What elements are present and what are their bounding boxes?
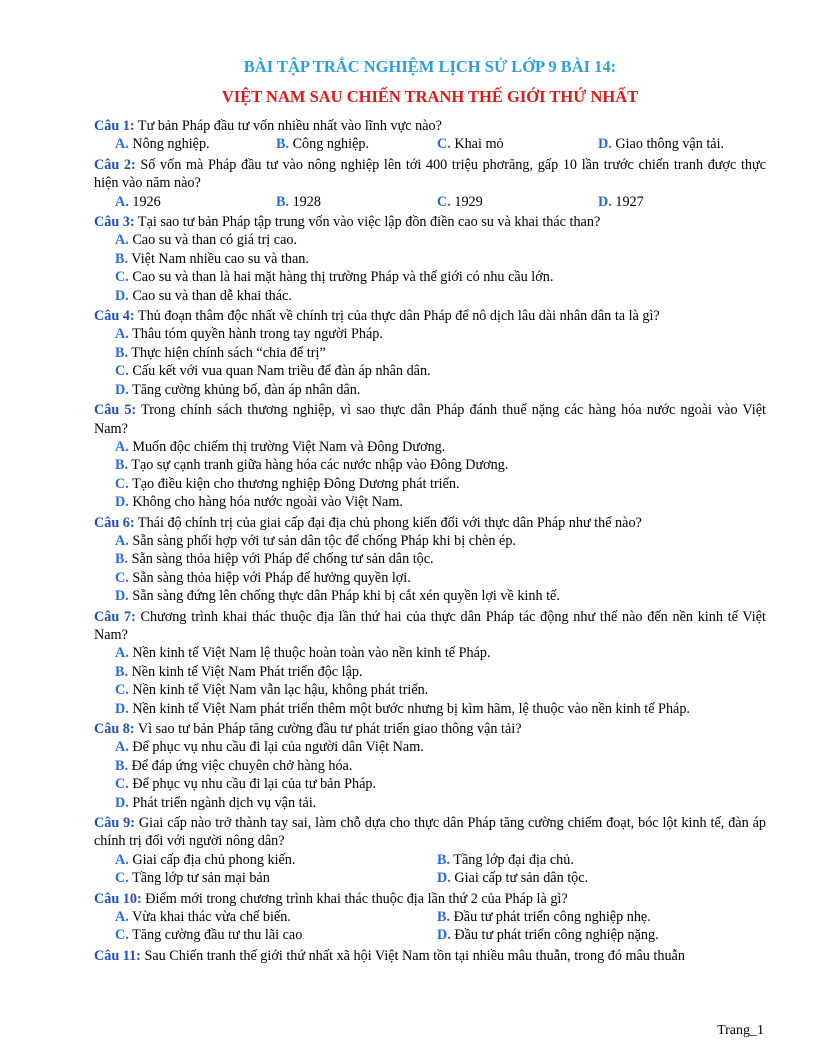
question-stem: Sau Chiến tranh thế giới thứ nhất xã hội Việt Nam tồn tại nhiều mâu thuẫn, trong đó mâu thuẫn [140, 947, 685, 964]
page-number: Trang_1 [717, 1023, 764, 1038]
question-block [94, 814, 766, 888]
answer-option[interactable] [115, 700, 690, 718]
question-stem: Thái độ chính trị của giai cấp đại địa chủ phong kiến đối với thực dân Pháp như thế nào? [134, 514, 642, 531]
option-text: 1926 [128, 193, 161, 210]
question-label: Câu 4: [94, 308, 135, 325]
option-text: 1927 [611, 193, 644, 210]
option-text: Nền kinh tế Việt Nam Phát triển độc lập. [128, 663, 363, 680]
option-text: Để phục vụ nhu cầu đi lại của tư bản Pháp. [128, 776, 377, 793]
option-text: Giai cấp tư sản dân tộc. [450, 870, 589, 887]
answer-option[interactable] [437, 851, 574, 869]
option-text: Công nghiệp. [289, 136, 370, 153]
answer-option[interactable] [115, 757, 352, 775]
option-text: Thâu tóm quyền hành trong tay người Pháp. [128, 326, 383, 343]
option-text: Phát triển ngành dịch vụ vận tải. [128, 794, 317, 811]
option-text: Để đáp ứng việc chuyên chở hàng hóa. [128, 757, 353, 774]
option-letter: C. [115, 569, 129, 586]
question-label: Câu 11: [94, 947, 141, 964]
option-text: Cao su và than có giá trị cao. [128, 232, 298, 249]
answer-option[interactable] [115, 663, 363, 681]
question-stem: Giai cấp nào trở thành tay sai, làm chỗ dựa cho thực dân Pháp tăng cường chiếm đoạt, bóc lột kinh tế, đàn áp chính trị đối với người nông dân? [94, 815, 766, 850]
option-text: Cao su và than là hai mặt hàng thị trường Pháp và thế giới có nhu cầu lớn. [128, 269, 554, 286]
option-letter: D. [115, 700, 129, 717]
answer-option[interactable] [437, 135, 598, 153]
option-text: Không cho hàng hóa nước ngoài vào Việt Nam. [128, 494, 403, 511]
answer-option[interactable] [115, 456, 508, 474]
answer-option[interactable] [115, 532, 516, 550]
option-text: 1929 [450, 193, 483, 210]
option-text: Cao su và than dễ khai thác. [128, 287, 292, 304]
question-block [94, 156, 766, 211]
options-row [94, 587, 766, 605]
option-letter: D. [115, 588, 129, 605]
options-row [94, 268, 766, 286]
answer-option[interactable] [115, 794, 316, 812]
options-row [94, 362, 766, 380]
option-letter: B. [115, 757, 129, 774]
question-text [94, 947, 766, 965]
option-letter: C. [437, 136, 451, 153]
options-row [94, 438, 766, 456]
question-text [94, 608, 766, 645]
option-text: Thực hiện chính sách “chia để trị” [128, 344, 326, 361]
option-letter: C. [437, 193, 451, 210]
question-block [94, 947, 766, 965]
option-letter: C. [115, 269, 129, 286]
options-row [94, 794, 766, 812]
question-stem: Số vốn mà Pháp đầu tư vào nông nghiệp lên tới 400 triệu phơrăng, gấp 10 lần trước chiến tranh được thực hiện vào năm nào? [94, 156, 766, 192]
options-row [94, 135, 766, 153]
document-title-line1: BÀI TẬP TRẮC NGHIỆM LỊCH SỬ LỚP 9 BÀI 14: [243, 57, 617, 76]
options-row [94, 663, 766, 681]
question-stem: Tư bản Pháp đầu tư vốn nhiều nhất vào lĩnh vực nào? [134, 118, 442, 134]
question-label: Câu 7: [94, 608, 136, 625]
option-letter: A. [115, 438, 129, 455]
option-text: Sẵn sàng thỏa hiệp với Pháp để chống tư sản dân tộc. [128, 551, 434, 568]
options-row [94, 775, 766, 793]
answer-option[interactable] [115, 869, 437, 887]
option-text: Nông nghiệp. [128, 136, 210, 153]
option-letter: D. [115, 494, 129, 511]
option-text: Tầng lớp tư sản mại bản [128, 870, 270, 887]
question-text [94, 890, 766, 908]
option-text: Tạo sự cạnh tranh giữa hàng hóa các nước nhập vào Đông Dương. [128, 457, 509, 474]
option-text: Giai cấp địa chủ phong kiến. [128, 851, 296, 868]
option-text: Nền kinh tế Việt Nam phát triển thêm một bước nhưng bị kìm hãm, lệ thuộc vào nền kinh tế Pháp. [128, 700, 690, 717]
options-row [94, 456, 766, 474]
answer-option[interactable] [437, 926, 659, 944]
option-text: Nền kinh tế Việt Nam vẫn lạc hậu, không phát triển. [128, 682, 429, 699]
question-stem: Vì sao tư bản Pháp tăng cường đầu tư phát triển giao thông vận tải? [134, 721, 522, 737]
answer-option[interactable] [276, 135, 437, 153]
option-letter: B. [437, 909, 451, 926]
document-page [94, 56, 766, 967]
option-letter: A. [115, 532, 129, 549]
option-text: Đầu tư phát triển công nghiệp nhẹ. [450, 909, 651, 926]
question-text [94, 720, 766, 738]
answer-option[interactable] [276, 193, 437, 211]
option-letter: B. [276, 136, 290, 153]
option-text: Giao thông vận tải. [611, 136, 725, 153]
answer-option[interactable] [115, 851, 437, 869]
answer-option[interactable] [598, 193, 644, 211]
options-row [94, 287, 766, 305]
question-block [94, 213, 766, 305]
option-letter: C. [115, 776, 129, 793]
options-row [94, 250, 766, 268]
options-row [94, 700, 766, 718]
question-label: Câu 9: [94, 815, 135, 832]
question-list [94, 117, 766, 965]
option-letter: B. [115, 457, 129, 474]
option-text: Khai mỏ [450, 136, 504, 153]
options-row [94, 681, 766, 699]
option-letter: A. [115, 193, 129, 210]
option-letter: B. [437, 851, 451, 868]
answer-option[interactable] [115, 231, 297, 249]
option-text: Sẵn sàng đứng lên chống thực dân Pháp khi bị cắt xén quyền lợi về kinh tế. [128, 588, 560, 605]
option-text: Tăng cường đầu tư thu lãi cao [128, 927, 303, 944]
question-label: Câu 2: [94, 156, 136, 173]
option-letter: D. [437, 927, 451, 944]
answer-option[interactable] [115, 587, 560, 605]
question-stem: Điểm mới trong chương trình khai thác thuộc địa lần thứ 2 của Pháp là gì? [141, 890, 568, 907]
answer-option[interactable] [115, 193, 276, 211]
option-text: Vừa khai thác vừa chế biến. [128, 909, 291, 926]
answer-option[interactable] [437, 908, 651, 926]
option-text: Việt Nam nhiều cao su và than. [128, 250, 309, 267]
option-letter: B. [115, 551, 129, 568]
option-letter: D. [115, 794, 129, 811]
option-text: Cấu kết với vua quan Nam triều để đàn áp nhân dân. [128, 363, 431, 380]
options-row [94, 344, 766, 362]
question-block [94, 514, 766, 606]
option-letter: A. [115, 326, 129, 343]
options-row [94, 193, 766, 211]
option-letter: C. [115, 475, 129, 492]
options-row [94, 475, 766, 493]
question-label: Câu 5: [94, 402, 137, 419]
answer-option[interactable] [115, 381, 360, 399]
question-label: Câu 3: [94, 214, 135, 231]
answer-option[interactable] [437, 193, 598, 211]
option-text: Sẵn sàng phối hợp với tư sản dân tộc để chống Pháp khi bị chèn ép. [128, 532, 516, 549]
option-letter: D. [437, 870, 451, 887]
option-letter: B. [115, 663, 129, 680]
option-letter: A. [115, 645, 129, 662]
option-text: 1928 [289, 193, 321, 210]
option-letter: C. [115, 682, 129, 699]
question-text [94, 117, 766, 135]
option-letter: D. [598, 136, 612, 153]
option-text: Sẵn sàng thỏa hiệp với Pháp để hưởng quyền lợi. [128, 569, 411, 586]
option-text: Muốn độc chiếm thị trường Việt Nam và Đông Dương. [128, 438, 446, 455]
option-letter: A. [115, 232, 129, 249]
question-label: Câu 8: [94, 721, 135, 737]
option-text: Tăng cường khủng bố, đàn áp nhân dân. [128, 381, 361, 398]
options-row [94, 493, 766, 511]
options-row [94, 550, 766, 568]
question-stem: Tại sao tư bản Pháp tập trung vốn vào việc lập đồn điền cao su và khai thác than? [134, 214, 601, 231]
question-block [94, 608, 766, 718]
answer-option[interactable] [437, 869, 588, 887]
question-block [94, 401, 766, 511]
options-row [94, 869, 766, 887]
question-text [94, 307, 766, 325]
options-row [94, 569, 766, 587]
options-row [94, 644, 766, 662]
answer-option[interactable] [115, 644, 491, 662]
answer-option[interactable] [598, 135, 724, 153]
option-letter: A. [115, 739, 129, 756]
question-label: Câu 1: [94, 118, 135, 134]
option-letter: A. [115, 909, 129, 926]
options-row [94, 738, 766, 756]
answer-option[interactable] [115, 681, 428, 699]
options-row [94, 851, 766, 869]
option-letter: D. [115, 287, 129, 304]
options-row [94, 325, 766, 343]
answer-option[interactable] [115, 362, 431, 380]
answer-option[interactable] [115, 287, 292, 305]
option-text: Tạo điều kiện cho thương nghiệp Đông Dương phát triển. [128, 475, 460, 492]
option-letter: B. [115, 344, 129, 361]
question-block [94, 890, 766, 945]
option-letter: D. [598, 193, 612, 210]
question-block [94, 307, 766, 399]
option-letter: C. [115, 363, 129, 380]
answer-option[interactable] [115, 775, 376, 793]
options-row [94, 231, 766, 249]
option-letter: C. [115, 927, 129, 944]
answer-option[interactable] [115, 926, 437, 944]
question-text [94, 814, 766, 851]
question-text [94, 156, 766, 193]
options-row [94, 532, 766, 550]
option-text: Để phục vụ nhu cầu đi lại của người dân Việt Nam. [128, 739, 424, 756]
answer-option[interactable] [115, 493, 403, 511]
option-letter: B. [115, 250, 129, 267]
document-title-line2: VIỆT NAM SAU CHIẾN TRANH THẾ GIỚI THỨ NHẤT [221, 87, 639, 106]
answer-option[interactable] [115, 344, 326, 362]
question-text [94, 401, 766, 438]
question-block [94, 720, 766, 812]
option-letter: A. [115, 851, 129, 868]
answer-option[interactable] [115, 268, 553, 286]
options-row [94, 908, 766, 926]
option-letter: C. [115, 870, 129, 887]
answer-option[interactable] [115, 550, 434, 568]
answer-option[interactable] [115, 135, 276, 153]
question-stem: Thủ đoạn thâm độc nhất về chính trị của thực dân Pháp để nô dịch lâu dài nhân dân ta là gì? [134, 308, 660, 325]
answer-option[interactable] [115, 250, 309, 268]
answer-option[interactable] [115, 569, 411, 587]
option-text: Tầng lớp đại địa chủ. [450, 851, 574, 868]
question-text [94, 213, 766, 231]
option-letter: A. [115, 136, 129, 153]
question-stem: Chương trình khai thác thuộc địa lần thứ hai của thực dân Pháp tác động như thế nào đến nền kinh tế Việt Nam? [94, 608, 766, 643]
option-letter: B. [276, 193, 290, 210]
options-row [94, 926, 766, 944]
option-text: Nền kinh tế Việt Nam lệ thuộc hoàn toàn vào nền kinh tế Pháp. [128, 645, 491, 662]
question-label: Câu 6: [94, 514, 135, 531]
answer-option[interactable] [115, 438, 445, 456]
answer-option[interactable] [115, 475, 460, 493]
option-text: Đầu tư phát triển công nghiệp nặng. [450, 927, 659, 944]
question-stem: Trong chính sách thương nghiệp, vì sao thực dân Pháp đánh thuế nặng các hàng hóa nước ngoài vào Việt Nam? [94, 402, 766, 437]
answer-option[interactable] [115, 738, 424, 756]
question-text [94, 514, 766, 532]
answer-option[interactable] [115, 325, 383, 343]
question-block [94, 117, 766, 154]
options-row [94, 757, 766, 775]
option-letter: D. [115, 381, 129, 398]
answer-option[interactable] [115, 908, 437, 926]
question-label: Câu 10: [94, 890, 142, 907]
options-row [94, 381, 766, 399]
